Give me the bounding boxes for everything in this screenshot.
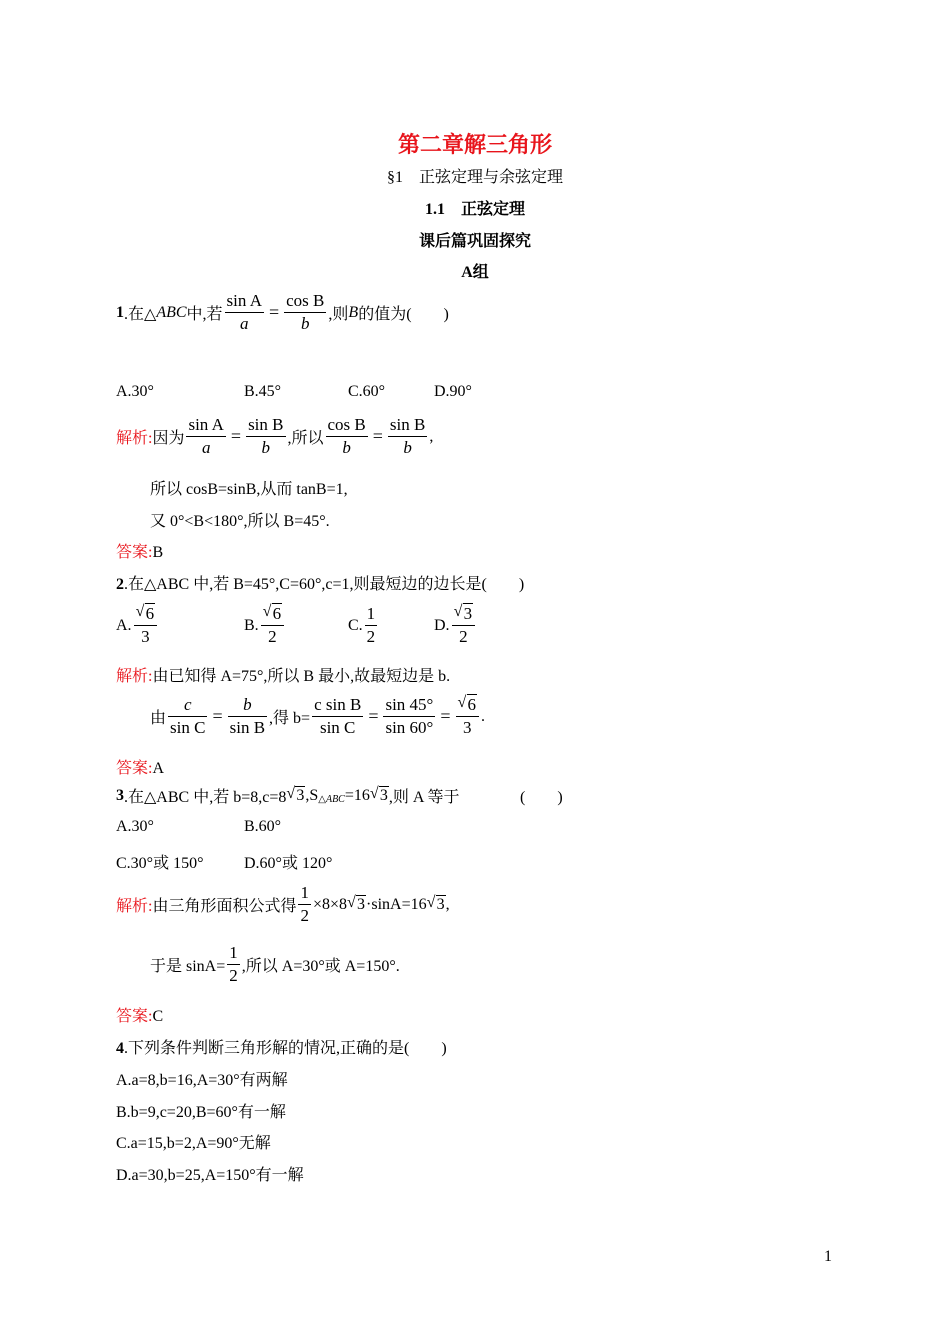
q3-analysis: 解析: 由三角形面积公式得 $\frac{1}{2}$ ×8×8 √ 3 ·sinA=16 √ 3 , <box>116 883 450 925</box>
q2-answer: 答案:A <box>116 760 165 777</box>
q3-answer: 答案:C <box>116 1008 164 1025</box>
q4-option-a: A.a=8,b=16,A=30°有两解 <box>116 1072 288 1089</box>
q2-option-b: B. √ 6 2 <box>244 603 286 648</box>
q3-option-b: B.60° <box>244 818 282 835</box>
q2-option-d: D. √ 3 2 <box>434 603 477 648</box>
q2-analysis-line2: 由 $\frac{c}{\text{sin C}}$ = $\frac{b}{\text{sin B}}$ ,得 b= $\frac{\text{c sin B}}{\text{sin C}}$ = $\frac{\sin 45^\circ}{\sin 60^\circ}$ = √ 6 3 . <box>150 694 486 737</box>
q3-option-d: D.60°或 120° <box>244 855 333 872</box>
q1-option-b: B.45° <box>244 383 282 400</box>
q2-option-a: A. √ 6 3 <box>116 603 159 648</box>
q1-option-c: C.60° <box>348 383 386 400</box>
chapter-title: 第二章解三角形 <box>397 132 552 157</box>
q3-analysis-line2: 于是 sinA= $\frac{1}{2}$ ,所以 A=30°或 A=150°. <box>150 943 400 985</box>
q1-answer: 答案:B <box>116 544 164 561</box>
q1-stem: 1 .在△ ABC 中,若 $\frac{\text{sin A}}{a}$ = $\frac{\text{cos B}}{b}$ ,则 B 的值为( ) <box>116 291 449 333</box>
q4-option-d: D.a=30,b=25,A=150°有一解 <box>116 1167 304 1184</box>
q3-paren: ( ) <box>520 789 563 806</box>
q2-option-c: C. $\frac{1}{2}$ <box>348 604 376 646</box>
subsection-title: 1.1 正弦定理 <box>424 201 525 218</box>
q3-option-a: A.30° <box>116 818 154 835</box>
q4-option-b: B.b=9,c=20,B=60°有一解 <box>116 1104 286 1121</box>
q3-option-c: C.30°或 150° <box>116 855 204 872</box>
page-number: 1 <box>824 1248 832 1265</box>
fraction: $\frac{\text{cos B}}{b}$ <box>286 291 325 333</box>
q1-analysis-line3: 又 0°<B<180°,所以 B=45°. <box>150 513 330 530</box>
q1-analysis-line2: 所以 cosB=sinB,从而 tanB=1, <box>150 481 348 498</box>
q2-stem: 2.在△ABC 中,若 B=45°,C=60°,c=1,则最短边的边长是( ) <box>116 576 525 593</box>
q4-stem: 4.下列条件判断三角形解的情况,正确的是( ) <box>116 1040 447 1057</box>
q1-analysis: 解析: 因为 $\frac{\text{sin A}}{a}$ = $\frac{\text{sin B}}{b}$ ,所以 $\frac{\text{cos B}}{b}$ = $\frac{\text{sin B}}{b}$ , <box>116 415 434 457</box>
q3-stem: 3 .在△ABC 中,若 b=8,c=8 √ 3 ,S △ABC =16 √ 3 ,则 A 等于 <box>116 784 460 806</box>
part-title: 课后篇巩固探究 <box>418 233 531 250</box>
section-title: §1 正弦定理与余弦定理 <box>386 169 563 186</box>
fraction: $\frac{\text{sin A}}{a}$ <box>226 291 262 333</box>
q2-analysis: 解析:由已知得 A=75°,所以 B 最小,故最短边是 b. <box>116 668 451 685</box>
q4-option-c: C.a=15,b=2,A=90°无解 <box>116 1135 271 1152</box>
q1-option-d: D.90° <box>434 383 472 400</box>
group-title: A组 <box>461 264 489 281</box>
q1-option-a: A.30° <box>116 383 154 400</box>
